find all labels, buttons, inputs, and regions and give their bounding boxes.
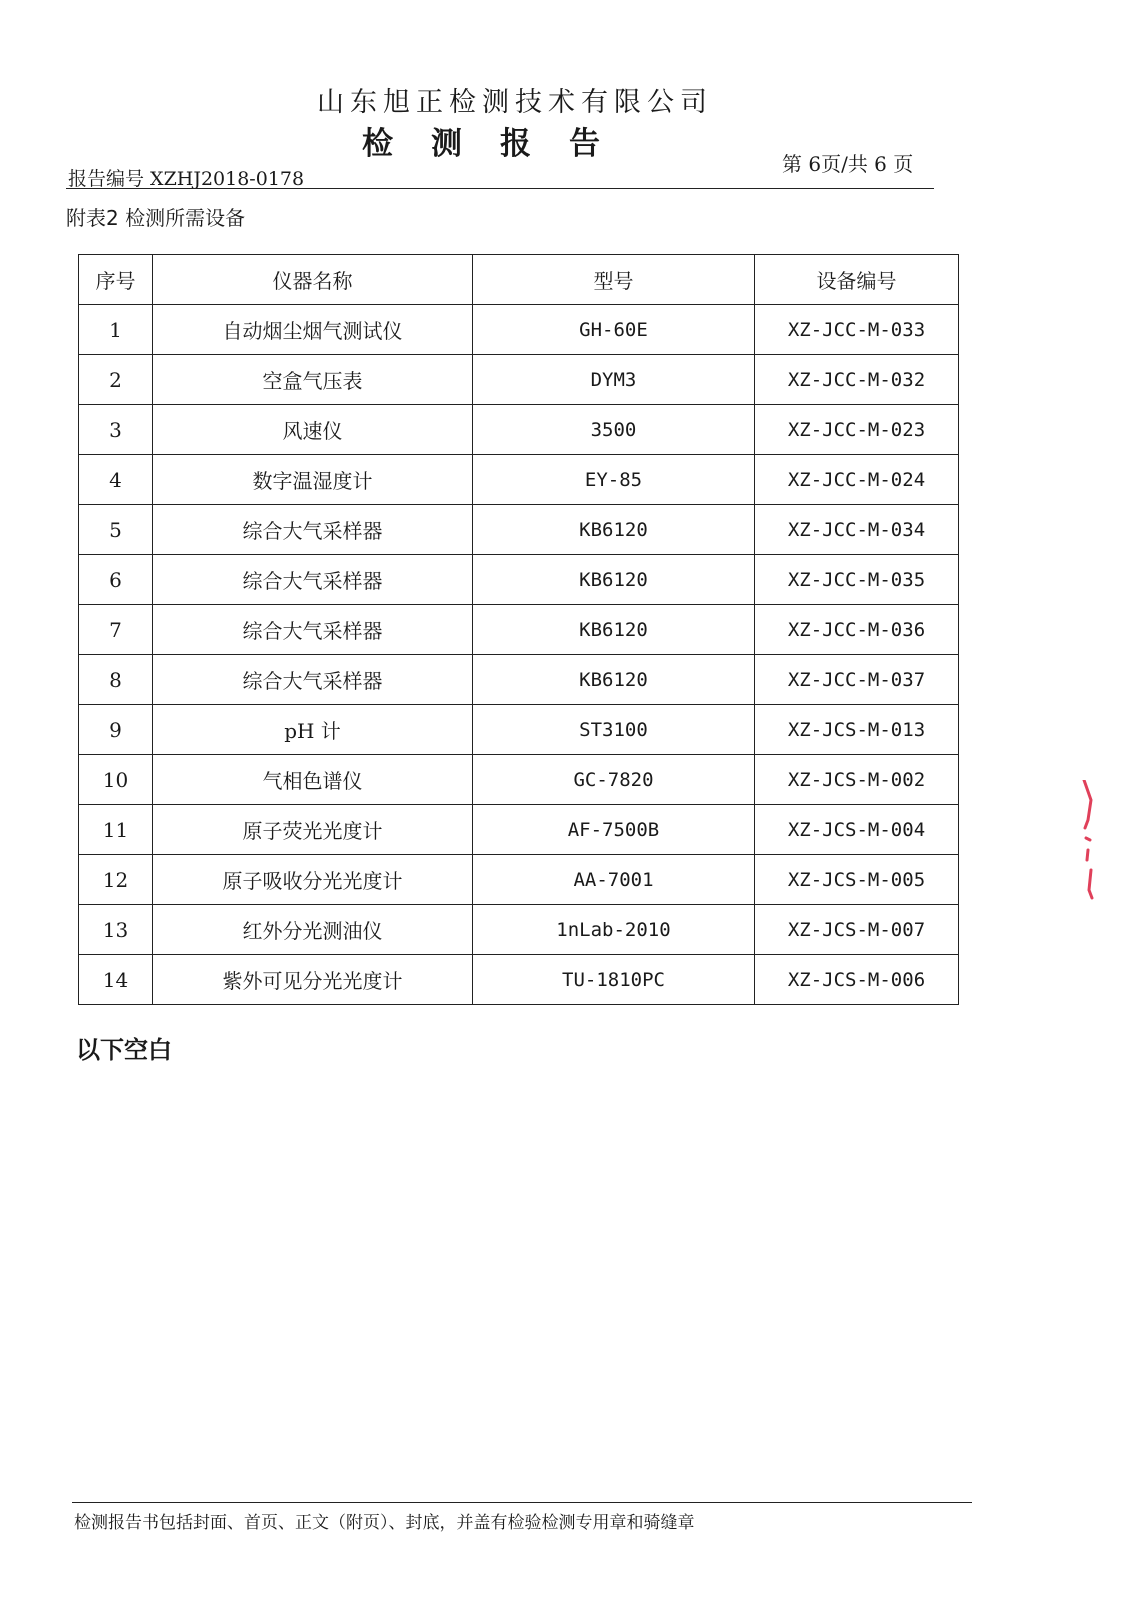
table-row <box>79 555 959 605</box>
cell-no: 13 <box>79 905 153 955</box>
cell-name: 综合大气采样器 <box>153 555 473 605</box>
cell-id: XZ-JCS-M-002 <box>755 755 959 805</box>
cell-id: XZ-JCS-M-013 <box>755 705 959 755</box>
table-row <box>79 355 959 405</box>
cell-name: 原子荧光光度计 <box>153 805 473 855</box>
company-name: 山东旭正检测技术有限公司 <box>317 87 713 118</box>
cell-name: 风速仪 <box>153 405 473 455</box>
cell-name: pH 计 <box>153 705 473 755</box>
cell-id: XZ-JCS-M-005 <box>755 855 959 905</box>
cell-id: XZ-JCS-M-006 <box>755 955 959 1005</box>
cell-no: 8 <box>79 655 153 705</box>
table-row <box>79 655 959 705</box>
cell-no: 10 <box>79 755 153 805</box>
cell-name: 红外分光测油仪 <box>153 905 473 955</box>
cell-no: 3 <box>79 405 153 455</box>
cell-no: 5 <box>79 505 153 555</box>
cell-model: TU-1810PC <box>473 955 755 1005</box>
cell-name: 综合大气采样器 <box>153 605 473 655</box>
cell-model: DYM3 <box>473 355 755 405</box>
table-row <box>79 505 959 555</box>
cell-no: 14 <box>79 955 153 1005</box>
appendix-title: 附表2 检测所需设备 <box>66 206 246 230</box>
table-header-row <box>79 255 959 305</box>
cell-id: XZ-JCC-M-036 <box>755 605 959 655</box>
equipment-table <box>78 254 959 1005</box>
cell-model: AA-7001 <box>473 855 755 905</box>
cell-name: 空盒气压表 <box>153 355 473 405</box>
cell-no: 7 <box>79 605 153 655</box>
cell-id: XZ-JCC-M-023 <box>755 405 959 455</box>
cell-id: XZ-JCS-M-004 <box>755 805 959 855</box>
cell-no: 4 <box>79 455 153 505</box>
cell-name: 气相色谱仪 <box>153 755 473 805</box>
table-row <box>79 455 959 505</box>
cell-name: 紫外可见分光光度计 <box>153 955 473 1005</box>
cell-model: GC-7820 <box>473 755 755 805</box>
cell-id: XZ-JCC-M-034 <box>755 505 959 555</box>
cell-no: 11 <box>79 805 153 855</box>
cell-model: 3500 <box>473 405 755 455</box>
footer-divider <box>72 1502 972 1503</box>
table-row <box>79 905 959 955</box>
table-row <box>79 855 959 905</box>
report-number: 报告编号 XZHJ2018-0178 <box>68 168 305 190</box>
table-row <box>79 955 959 1005</box>
table-row <box>79 305 959 355</box>
cell-no: 1 <box>79 305 153 355</box>
cell-id: XZ-JCC-M-035 <box>755 555 959 605</box>
table-row <box>79 805 959 855</box>
column-header-no: 序号 <box>79 255 153 305</box>
cell-model: KB6120 <box>473 655 755 705</box>
cell-model: KB6120 <box>473 605 755 655</box>
cell-model: KB6120 <box>473 555 755 605</box>
cell-model: GH-60E <box>473 305 755 355</box>
header-divider <box>66 188 934 189</box>
cell-no: 6 <box>79 555 153 605</box>
blank-note: 以下空白 <box>76 1036 172 1064</box>
cell-id: XZ-JCC-M-033 <box>755 305 959 355</box>
cell-name: 自动烟尘烟气测试仪 <box>153 305 473 355</box>
table-row <box>79 405 959 455</box>
footer-note: 检测报告书包括封面、首页、正文（附页）、封底，并盖有检验检测专用章和骑缝章 <box>74 1513 695 1533</box>
cell-id: XZ-JCC-M-032 <box>755 355 959 405</box>
cell-model: EY-85 <box>473 455 755 505</box>
page-info: 第 6页/共 6 页 <box>782 152 914 176</box>
cell-no: 2 <box>79 355 153 405</box>
cell-no: 12 <box>79 855 153 905</box>
cell-name: 综合大气采样器 <box>153 505 473 555</box>
table-row <box>79 705 959 755</box>
cell-model: KB6120 <box>473 505 755 555</box>
column-header-name: 仪器名称 <box>153 255 473 305</box>
cell-name: 综合大气采样器 <box>153 655 473 705</box>
cell-id: XZ-JCS-M-007 <box>755 905 959 955</box>
table-row <box>79 605 959 655</box>
cell-model: 1nLab-2010 <box>473 905 755 955</box>
cell-model: AF-7500B <box>473 805 755 855</box>
cell-name: 原子吸收分光光度计 <box>153 855 473 905</box>
column-header-model: 型号 <box>473 255 755 305</box>
cell-no: 9 <box>79 705 153 755</box>
column-header-id: 设备编号 <box>755 255 959 305</box>
equipment-table-body <box>79 305 959 1005</box>
table-row <box>79 755 959 805</box>
cell-name: 数字温湿度计 <box>153 455 473 505</box>
report-title: 检测报告 <box>362 126 638 162</box>
seal-fragment <box>1082 780 1094 900</box>
cell-id: XZ-JCC-M-037 <box>755 655 959 705</box>
cell-id: XZ-JCC-M-024 <box>755 455 959 505</box>
cell-model: ST3100 <box>473 705 755 755</box>
